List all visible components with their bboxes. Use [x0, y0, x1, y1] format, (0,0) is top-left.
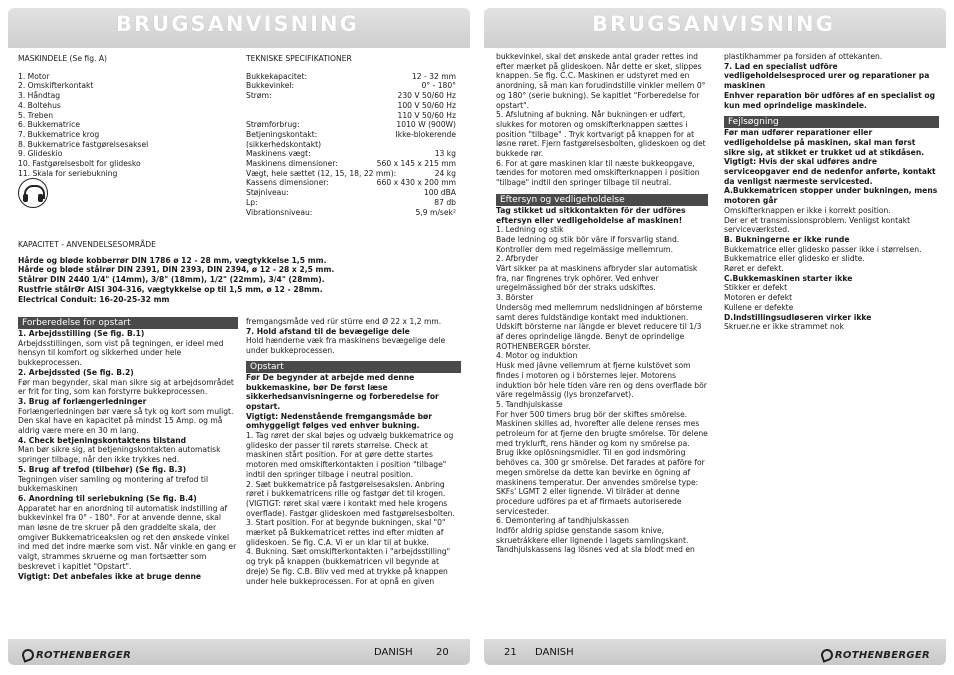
maintenance-paragraph: Bade ledning og stik bör väre if forsvarlig stand. Kontroller dem med regelmässige mellemrum.: [496, 234, 680, 254]
troubleshooting-paragraph: Før man udfører reparationer eller vedligeholdelse på maskinen, skal man først sikre sig, at stikket er trukket ud at stikdåsen.: [724, 128, 925, 157]
start-paragraph: Før De begynder at arbejde med denne bukkemaskine, bør De først læse sikkerhedsanvisningerne og forberedelse for opstart.: [246, 372, 439, 411]
parts-item: 11. Skala for seriebukning: [18, 168, 118, 178]
prep-paragraph: Apparatet har en anordning til automatisk indstilling af bukkevinkel fra 0° - 180°. For at anvende denne, skal man løsne de tre skruer på den graddelte skala, der omgiver Bukkematriceakslen og ret den ønskede vinkel ind med det indre mærke som vist. Når vinkle en gang er valgt, strammes skruerne og man fortsætter som beskrevet i kapitlet "Opstart".: [18, 503, 237, 571]
prep-paragraph: 4. Check betjeningskontaktens tilstand: [18, 435, 187, 445]
page-right: [484, 8, 946, 665]
spec-key: (sikkerhedskontakt): [246, 139, 322, 149]
brand-name: ROTHENBERGER: [36, 649, 132, 661]
section-header-start: Opstart: [246, 361, 461, 373]
col2-list: [246, 317, 461, 356]
spec-value: Ikke-blokerende: [395, 129, 456, 139]
footer-language: DANISH: [535, 647, 574, 658]
col2-paragraph: 7. Hold afstand til de bevægelige dele: [246, 326, 410, 336]
troubleshooting-paragraph: Bukkematrice eller glidesko passer ikke i størrelsen.: [724, 244, 922, 254]
maintenance-paragraph: For hver 500 timers brug bör der skiftes smörelse. Maskinen skilles ad, hvorefter alle delene renses mes petroleum for at fjerne den brugte smörelse. Tör delene med tryklurft, rens händer og kom ny smörelse pa. Brug ikke oplösningsmidler. Til en god indsmöring behöves ca. 300 gr smörelse. Det farades at paföre for megen smörelse da dette kan bevirke en ögning af maskinens temperatur. Der anvendes smörelse type: SKFs' LGMT 2 eller lignende. Vi tilräder at denne procedure udföres pa et af firmaets autoriserede servicesteder.: [496, 409, 708, 516]
spec-value: 87 db: [434, 197, 456, 207]
page-left: [8, 8, 470, 665]
brand-name: ROTHENBERGER: [834, 649, 930, 661]
rothenberger-logo-icon: [819, 647, 834, 662]
service-paragraph: plastikhammer pa forsiden af ottekanten.: [724, 52, 883, 61]
spec-value: 560 x 145 x 215 mm: [376, 159, 456, 169]
footer-band: [8, 639, 470, 665]
prep-paragraph: Arbejdsstillingen, som vist på tegningen, er ideel med hensyn til komfort og sikkerhed under hele bukkeprocessen.: [18, 338, 224, 368]
service-paragraph: Enhver reparation bör udföres af en specialist og kun med oprindelige maskindele.: [724, 90, 936, 110]
ear-protection-icon: [18, 178, 48, 208]
header-band: [8, 8, 470, 48]
start-list: [246, 373, 461, 586]
troubleshooting-paragraph: Røret er defekt.: [724, 264, 784, 274]
maintenance-paragraph: 3. Börster: [496, 293, 534, 303]
brand-logo: [22, 649, 131, 661]
prep-paragraph: 6. Anordning til seriebukning (Se fig. B.4): [18, 493, 197, 503]
spec-row: [246, 91, 456, 101]
maintenance-paragraph: Tag stikket ud sitkkontakten för der udföres eftersyn eller vedligeholdelse af maskinen!: [496, 205, 686, 225]
maintenance-paragraph: 1. Ledning og stik: [496, 225, 564, 235]
right-col1: [496, 52, 708, 555]
troubleshooting-paragraph: Kullene er defekte: [724, 302, 794, 312]
spec-value: 0° - 180°: [421, 81, 456, 91]
bending-paragraph: bukkevinkel, skal det ønskede antal grader rettes ind efter mærket på glideskoen. Når dette er sket, slippes knappen. Se fig. C.C. Maskinen er udstyret med en anordning, så man kan forudindstille vinkler mellem 0° og 180° (serie bukning). Se kapitlet "Forberedelse for opstart".: [496, 52, 706, 110]
parts-item: 7. Bukkematrice krog: [18, 129, 100, 139]
capacity-item: Hårde og bløde stålrør DIN 2391, DIN 2393, DIN 2394, ø 12 - 28 x 2,5 mm.: [18, 265, 335, 275]
spec-value: 230 V 50/60 Hz: [397, 91, 456, 101]
parts-item: 1. Motor: [18, 71, 50, 81]
maintenance-paragraph: Värt sikker pa at maskinens afbryder slar automatisk fra, nar fingrenes tryk ophörer. Ved enhver uregelmässighed bör der straks udskiftes.: [496, 264, 698, 293]
section-header-maintenance: Eftersyn og vedligeholdelse: [496, 194, 708, 206]
spec-value: 110 V 50/60 Hz: [397, 110, 456, 120]
spec-key: Maskinens dimensioner:: [246, 159, 338, 169]
troubleshooting-paragraph: Omskifterknappen er ikke i korrekt position.: [724, 205, 891, 215]
spec-value: 660 x 430 x 200 mm: [376, 178, 456, 188]
header-band: [484, 8, 946, 48]
parts-item: 10. Fastgørelsesbolt for glidesko: [18, 159, 141, 169]
maintenance-paragraph: Husk med jävne vellemrum at fjerne kulstövet som findes i motoren og i börsternes lejer. Motorens induktion bör hele tiden väre ren og dens overflade bör väre regelmässig (lys bronzefarvet).: [496, 361, 707, 400]
maintenance-paragraph: 5. Tandhjulskasse: [496, 399, 563, 409]
start-paragraph: 2. Sæt bukkematrice på fastgørelsesakslen. Anbring røret i bukkematricens rille og fastgør det til krogen. (VIGTIGT: røret skal være i kontakt med hele krogens overflade). Fastgør glideskoen med fastgørelsesbolten.: [246, 479, 455, 518]
prep-paragraph: 1. Arbejdsstilling (Se fig. B.1): [18, 329, 145, 338]
start-paragraph: 3. Start position. For at begynde bukningen, skal "0" mærket på Bukkematricet rettes ind efter midten af glideskoen. Se fig. C.A. Vi er un klar til at bukke.: [246, 518, 446, 547]
footer-language: DANISH: [374, 647, 413, 658]
troubleshooting-paragraph: Motoren er defekt: [724, 293, 793, 303]
prep-paragraph: Forlængerledningen bør være så tyk og kort som muligt. Den skal have en kapacitet på mindst 15 Amp. og må aldrig være mere en 30 m lang.: [18, 406, 234, 436]
parts-item: 4. Boltehus: [18, 100, 61, 110]
troubleshooting-paragraph: A.Bukkematricen stopper under bukningen, mens motoren går: [724, 186, 938, 206]
troubleshooting-paragraph: Stikker er defekt: [724, 283, 788, 293]
capacity-list: [18, 256, 463, 305]
capacity-title: KAPACITET - ANVENDELSESOMRÅDE: [18, 240, 156, 249]
troubleshooting-paragraph: Vigtigt: Hvis der skal udføres andre serviceopgaver end de nedenfor anførte, kontakt da venligst nærmeste servicested.: [724, 157, 936, 186]
prep-paragraph: Før man begynder, skal man sikre sig at arbejdsområdet er frit for ting, som kan forstyrre bukkeprocessen.: [18, 377, 234, 397]
spec-row: [246, 130, 456, 140]
page-number: 20: [436, 647, 449, 658]
spec-row: [246, 198, 456, 208]
maintenance-paragraph: 6. Demontering af tandhjulskassen: [496, 516, 630, 526]
col2-section: [246, 317, 461, 586]
capacity-item: Hårde og bløde kobberrør DIN 1786 ø 12 - 28 mm, vægtykkelse 1,5 mm.: [18, 255, 327, 265]
spec-row: [246, 169, 456, 179]
fault-list: [724, 128, 939, 332]
capacity-section: [18, 240, 463, 304]
parts-title: MASKINDELE (Se fig. A): [18, 54, 108, 63]
spec-row: [246, 208, 456, 218]
capacity-item: Rustfrie stålrØr AISI 304-316, vægtykkelse op til 1,5 mm, ø 12 - 28mm.: [18, 284, 323, 294]
capacity-item: Electrical Conduit: 16-20-25-32 mm: [18, 294, 170, 304]
page-title: BRUGSANVISNING: [592, 12, 835, 36]
spec-row: [246, 159, 456, 169]
service-paragraph: 7. Lad en specialist udföre vedligeholdelsesproced urer og reparationer pa maskinen: [724, 61, 930, 91]
col2-paragraph: fremgangsmåde ved rür stürre end Ø 22 x 1,2 mm.: [246, 317, 442, 326]
spec-value: 12 - 32 mm: [411, 71, 456, 81]
spec-row: [246, 101, 456, 111]
col2-paragraph: Hold hænderne væk fra maskinens bevægelige dele under bukkeprocessen.: [246, 336, 446, 356]
page-number: 21: [504, 647, 517, 658]
spec-row: [246, 149, 456, 159]
spec-key: Betjeningskontakt:: [246, 129, 318, 139]
spec-row: [246, 81, 456, 91]
prep-paragraph: Tegningen viser samling og montering af trefod til bukkemaskinen: [18, 474, 209, 494]
spec-row: [246, 111, 456, 121]
maintenance-paragraph: 2. Afbryder: [496, 254, 539, 264]
maint-list: [496, 206, 708, 555]
capacity-item: Stålrør DIN 2440 1/4" (14mm), 3/8" (18mm), 1/2" (22mm), 3/4" (28mm).: [18, 275, 325, 285]
rothenberger-logo-icon: [20, 647, 35, 662]
prep-paragraph: 3. Brug af forlængerledninger: [18, 396, 147, 406]
section-header-troubleshooting: Fejlsøgning: [724, 116, 939, 128]
spec-key: Bukkekapacitet:: [246, 71, 308, 81]
prep-list: [18, 329, 238, 581]
troubleshooting-paragraph: Bukkematrice eller glidesko er slidte.: [724, 254, 865, 264]
spec-row: [246, 140, 456, 150]
right-col2: [724, 52, 939, 332]
spec-key: Støjniveau:: [246, 188, 289, 198]
spec-row: [246, 72, 456, 82]
spec-list: [246, 72, 456, 218]
spec-key: Maskinens vægt:: [246, 149, 311, 159]
parts-item: 6. Bukkematrice: [18, 120, 80, 130]
troubleshooting-paragraph: C.Bukkemaskinen starter ikke: [724, 273, 853, 283]
footer-band: [484, 639, 946, 665]
parts-column: [18, 54, 233, 208]
parts-list: [18, 72, 233, 179]
spec-value: 24 kg: [434, 168, 456, 178]
troubleshooting-paragraph: B. Bukningerne er ikke runde: [724, 234, 850, 244]
troubleshooting-paragraph: Der er et transmissionsproblem. Venligst kontakt serviceværksted.: [724, 215, 911, 235]
spec-value: 100 V 50/60 Hz: [397, 100, 456, 110]
maintenance-paragraph: Indför aldrig spidse genstande sasom knive, skruetrákkere eller lignende i lagets samlingskant. Tandhjulskassens lag lösnes ved at sla blodt med en: [496, 526, 695, 555]
prep-paragraph: 2. Arbejdssted (Se fig. B.2): [18, 367, 134, 377]
spec-key: Kassens dimensioner:: [246, 178, 329, 188]
parts-item: 9. Glideskio: [18, 149, 63, 159]
spec-value: 1010 W (900W): [396, 120, 456, 130]
spec-key: Strømforbrug:: [246, 120, 300, 130]
start-paragraph: 4. Bukning. Sæt omskifterkontakten i "arbejdsstilling" og tryk på knappen (bukkematricen vil begynde at dreje) Se fig. C.B. Bliv ved med at trykke på knappen under hele bukkeprocessen. For at opnå en given: [246, 547, 451, 586]
spec-key: Vibrationsniveau:: [246, 207, 313, 217]
spec-key: Bukkevinkel:: [246, 81, 295, 91]
spec-value: 13 kg: [434, 149, 456, 159]
maintenance-paragraph: Undersög med mellemrum nedslidningen af börsterne samt deres fuldständige kontakt med induktionen. Udskift börsterne nar längde er blevet reducere til 1/3 af deres oprindelige längde. Benyt de oprindelige ROTHENBERGER börster.: [496, 302, 703, 351]
troubleshooting-paragraph: Skruer.ne er ikke strammet nok: [724, 322, 844, 332]
spec-key: Vægt, hele sættet (12, 15, 18, 22 mm):: [246, 168, 397, 178]
prep-paragraph: Man bør sikre sig, at betjeningskontakten automatisk springer tilbage, når den ikke trykkes ned.: [18, 445, 221, 465]
spec-key: Strøm:: [246, 91, 272, 101]
start-paragraph: 1. Tag røret der skal bøjes og udvælg bukkematrice og glidesko der passer til rørets størrelse. Check at maskinen stårt position. For at gøre dette startes motoren med omskifterkontakten i position "tilbage" indtil den springer tilbage i neutral position.: [246, 431, 454, 479]
parts-item: 5. Treben: [18, 110, 54, 120]
bending-paragraph: 6. For at gøre maskinen klar til næste bukkeopgave, tændes for motoren med omskifterknappen i position "tilbage" indtil den springer tilbage til neutral.: [496, 158, 700, 188]
page-title: BRUGSANVISNING: [116, 12, 359, 36]
r-col1-list: [496, 52, 708, 188]
spec-key: Lp:: [246, 197, 258, 207]
spec-row: [246, 120, 456, 130]
section-header-prep: Forberedelse for opstart: [18, 317, 238, 329]
parts-item: 2. Omskifterkontakt: [18, 81, 94, 91]
spec-row: [246, 178, 456, 188]
bending-paragraph: 5. Afslutning af bukning. Når bukningen er udført, slukkes for motoren og omskifterknappen sættes i position "tilbage" . Tryk kortvarigt på knappen for at løsne røret. Fjern fastgørelsesbolten, glideskoen og det bukkede rør.: [496, 110, 706, 159]
spec-column: [246, 54, 456, 217]
spec-value: 5,9 m/sek²: [415, 207, 456, 217]
parts-item: 8. Bukkematrice fastgørelsesaksel: [18, 139, 149, 149]
spec-title: TEKNISKE SPECIFIKATIONER: [246, 54, 352, 63]
r-col2-list: [724, 52, 939, 110]
prep-paragraph: 5. Brug af trefod (tilbehør) (Se fig. B.3): [18, 464, 187, 474]
brand-logo: [821, 649, 930, 661]
parts-item: 3. Håndtag: [18, 91, 61, 101]
troubleshooting-paragraph: D.Indstillingsudløseren virker ikke: [724, 312, 872, 322]
spec-row: [246, 188, 456, 198]
prep-section: [18, 317, 238, 581]
start-paragraph: Vigtigt: Nedenstående fremgangsmåde bør omhyggeligt følges ved enhver bukning.: [246, 411, 433, 431]
maintenance-paragraph: 4. Motor og induktion: [496, 351, 578, 361]
prep-paragraph: Vigtigt: Det anbefales ikke at bruge denne: [18, 571, 202, 581]
spec-value: 100 dBA: [423, 188, 456, 198]
